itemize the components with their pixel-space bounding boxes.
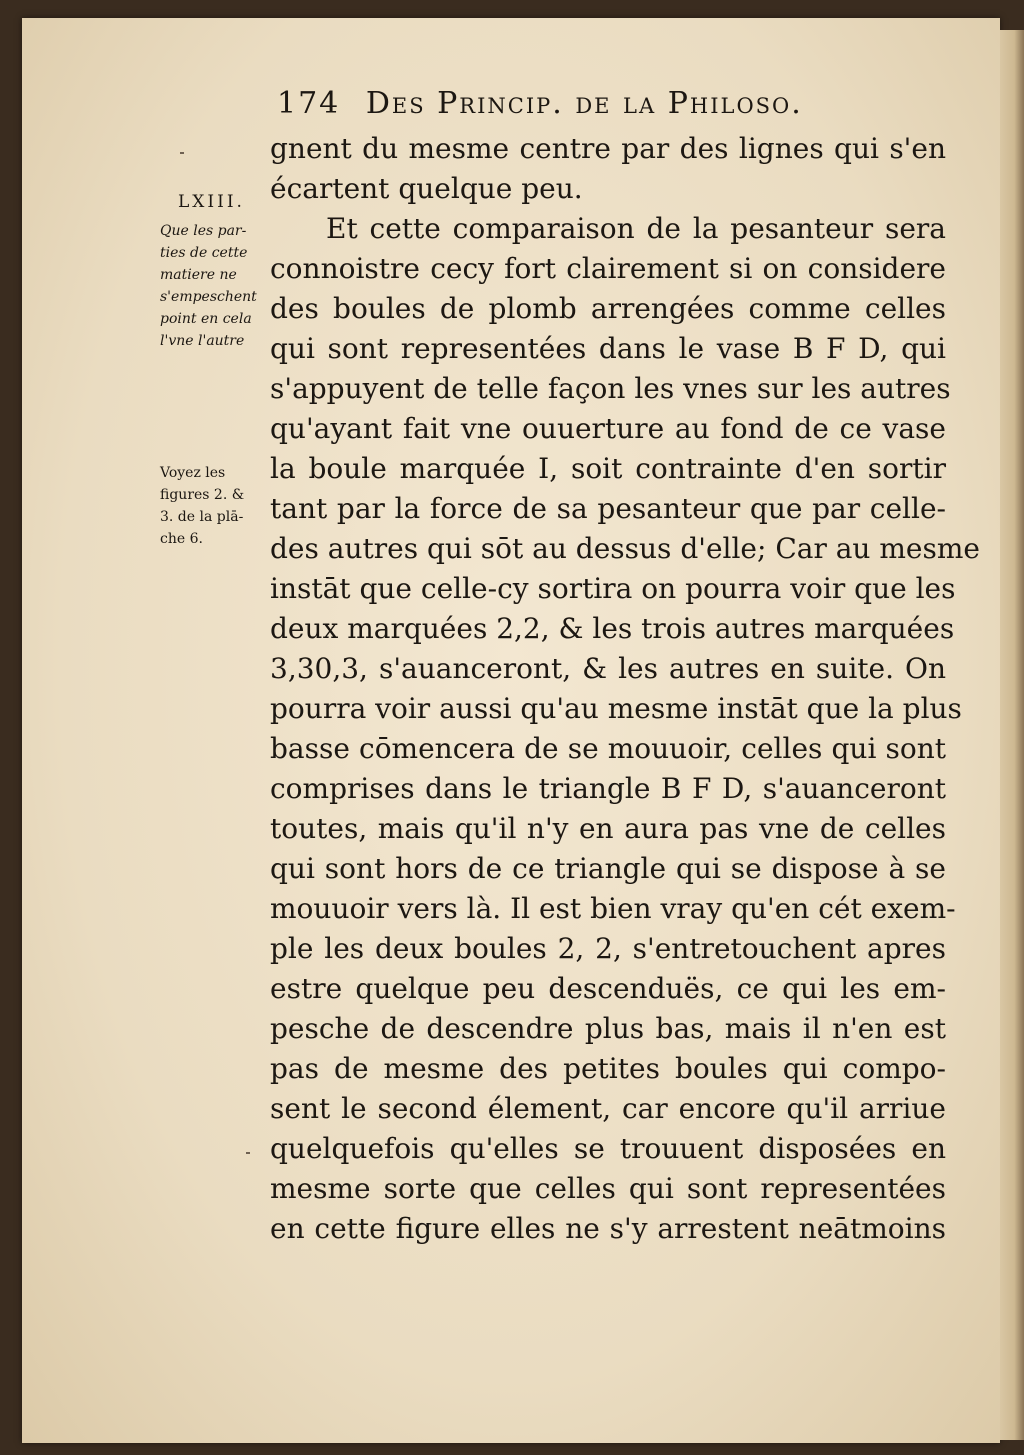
- marginal-reference-line: 3. de la plā-: [160, 509, 244, 525]
- body-line: des autres qui sōt au dessus d'elle; Car au mesme: [270, 532, 980, 565]
- marginal-reference-line: che 6.: [160, 531, 203, 547]
- marginal-reference-line: figures 2. &: [160, 487, 245, 503]
- body-line: deux marquées 2,2, & les trois autres marquées: [270, 612, 955, 645]
- section-number: LXIII.: [178, 192, 245, 212]
- body-line: pourra voir aussi qu'au mesme instāt que la plus: [270, 692, 962, 725]
- body-line: la boule marquée I, soit contrainte d'en sortir: [270, 452, 946, 485]
- body-line: toutes, mais qu'il n'y en aura pas vne de celles: [270, 812, 946, 845]
- page-edge: [1000, 30, 1024, 1440]
- body-line: s'appuyent de telle façon les vnes sur les autres: [270, 372, 951, 405]
- body-line: quelquefois qu'elles se trouuent disposées en: [270, 1132, 946, 1165]
- body-line: gnent du mesme centre par des lignes qui s'en: [270, 132, 946, 165]
- running-header: [277, 86, 937, 130]
- ink-speck: [180, 152, 184, 154]
- body-line: basse cōmencera de se mouuoir, celles qui sont: [270, 732, 946, 765]
- running-head: Des Princip. de la Philoso.: [365, 86, 803, 121]
- body-line: qui sont representées dans le vase B F D, qui: [270, 332, 946, 365]
- body-line: pesche de descendre plus bas, mais il n'en est: [270, 1012, 946, 1045]
- body-line: connoistre cecy fort clairement si on considere: [270, 252, 946, 285]
- body-line: mesme sorte que celles qui sont representées: [270, 1172, 946, 1205]
- marginal-note-line: l'vne l'autre: [160, 333, 245, 349]
- marginal-note-line: matiere ne: [160, 267, 237, 283]
- body-line: estre quelque peu descenduës, ce qui les em-: [270, 972, 946, 1005]
- body-line: 3,30,3, s'auanceront, & les autres en suite. On: [270, 652, 946, 685]
- body-line: sent le second élement, car encore qu'il arriue: [270, 1092, 946, 1125]
- marginal-note-line: point en cela: [160, 311, 252, 327]
- marginal-note-line: s'empeschent: [160, 289, 257, 305]
- body-line: qui sont hors de ce triangle qui se dispose à se: [270, 852, 946, 885]
- body-line: tant par la force de sa pesanteur que par celle-: [270, 492, 946, 525]
- marginal-note-line: Que les par-: [160, 223, 247, 239]
- marginal-note-line: ties de cette: [160, 245, 248, 261]
- page-number: 174: [277, 86, 341, 121]
- body-line: instāt que celle-cy sortira on pourra voir que les: [270, 572, 956, 605]
- body-line: pas de mesme des petites boules qui compo-: [270, 1052, 946, 1085]
- body-line: comprises dans le triangle B F D, s'auanceront: [270, 772, 946, 805]
- body-line: qu'ayant fait vne ouuerture au fond de ce vase: [270, 412, 946, 445]
- body-line: mouuoir vers là. Il est bien vray qu'en cét exem-: [270, 892, 956, 925]
- ink-speck: [246, 1152, 250, 1154]
- marginal-reference-line: Voyez les: [160, 465, 226, 481]
- paragraph-start-line: Et cette comparaison de la pesanteur sera: [326, 212, 946, 245]
- body-line: écartent quelque peu.: [270, 172, 583, 205]
- body-line: en cette figure elles ne s'y arrestent neātmoins: [270, 1212, 946, 1245]
- body-line: ple les deux boules 2, 2, s'entretouchent apres: [270, 932, 946, 965]
- body-line: des boules de plomb arrengées comme celles: [270, 292, 946, 325]
